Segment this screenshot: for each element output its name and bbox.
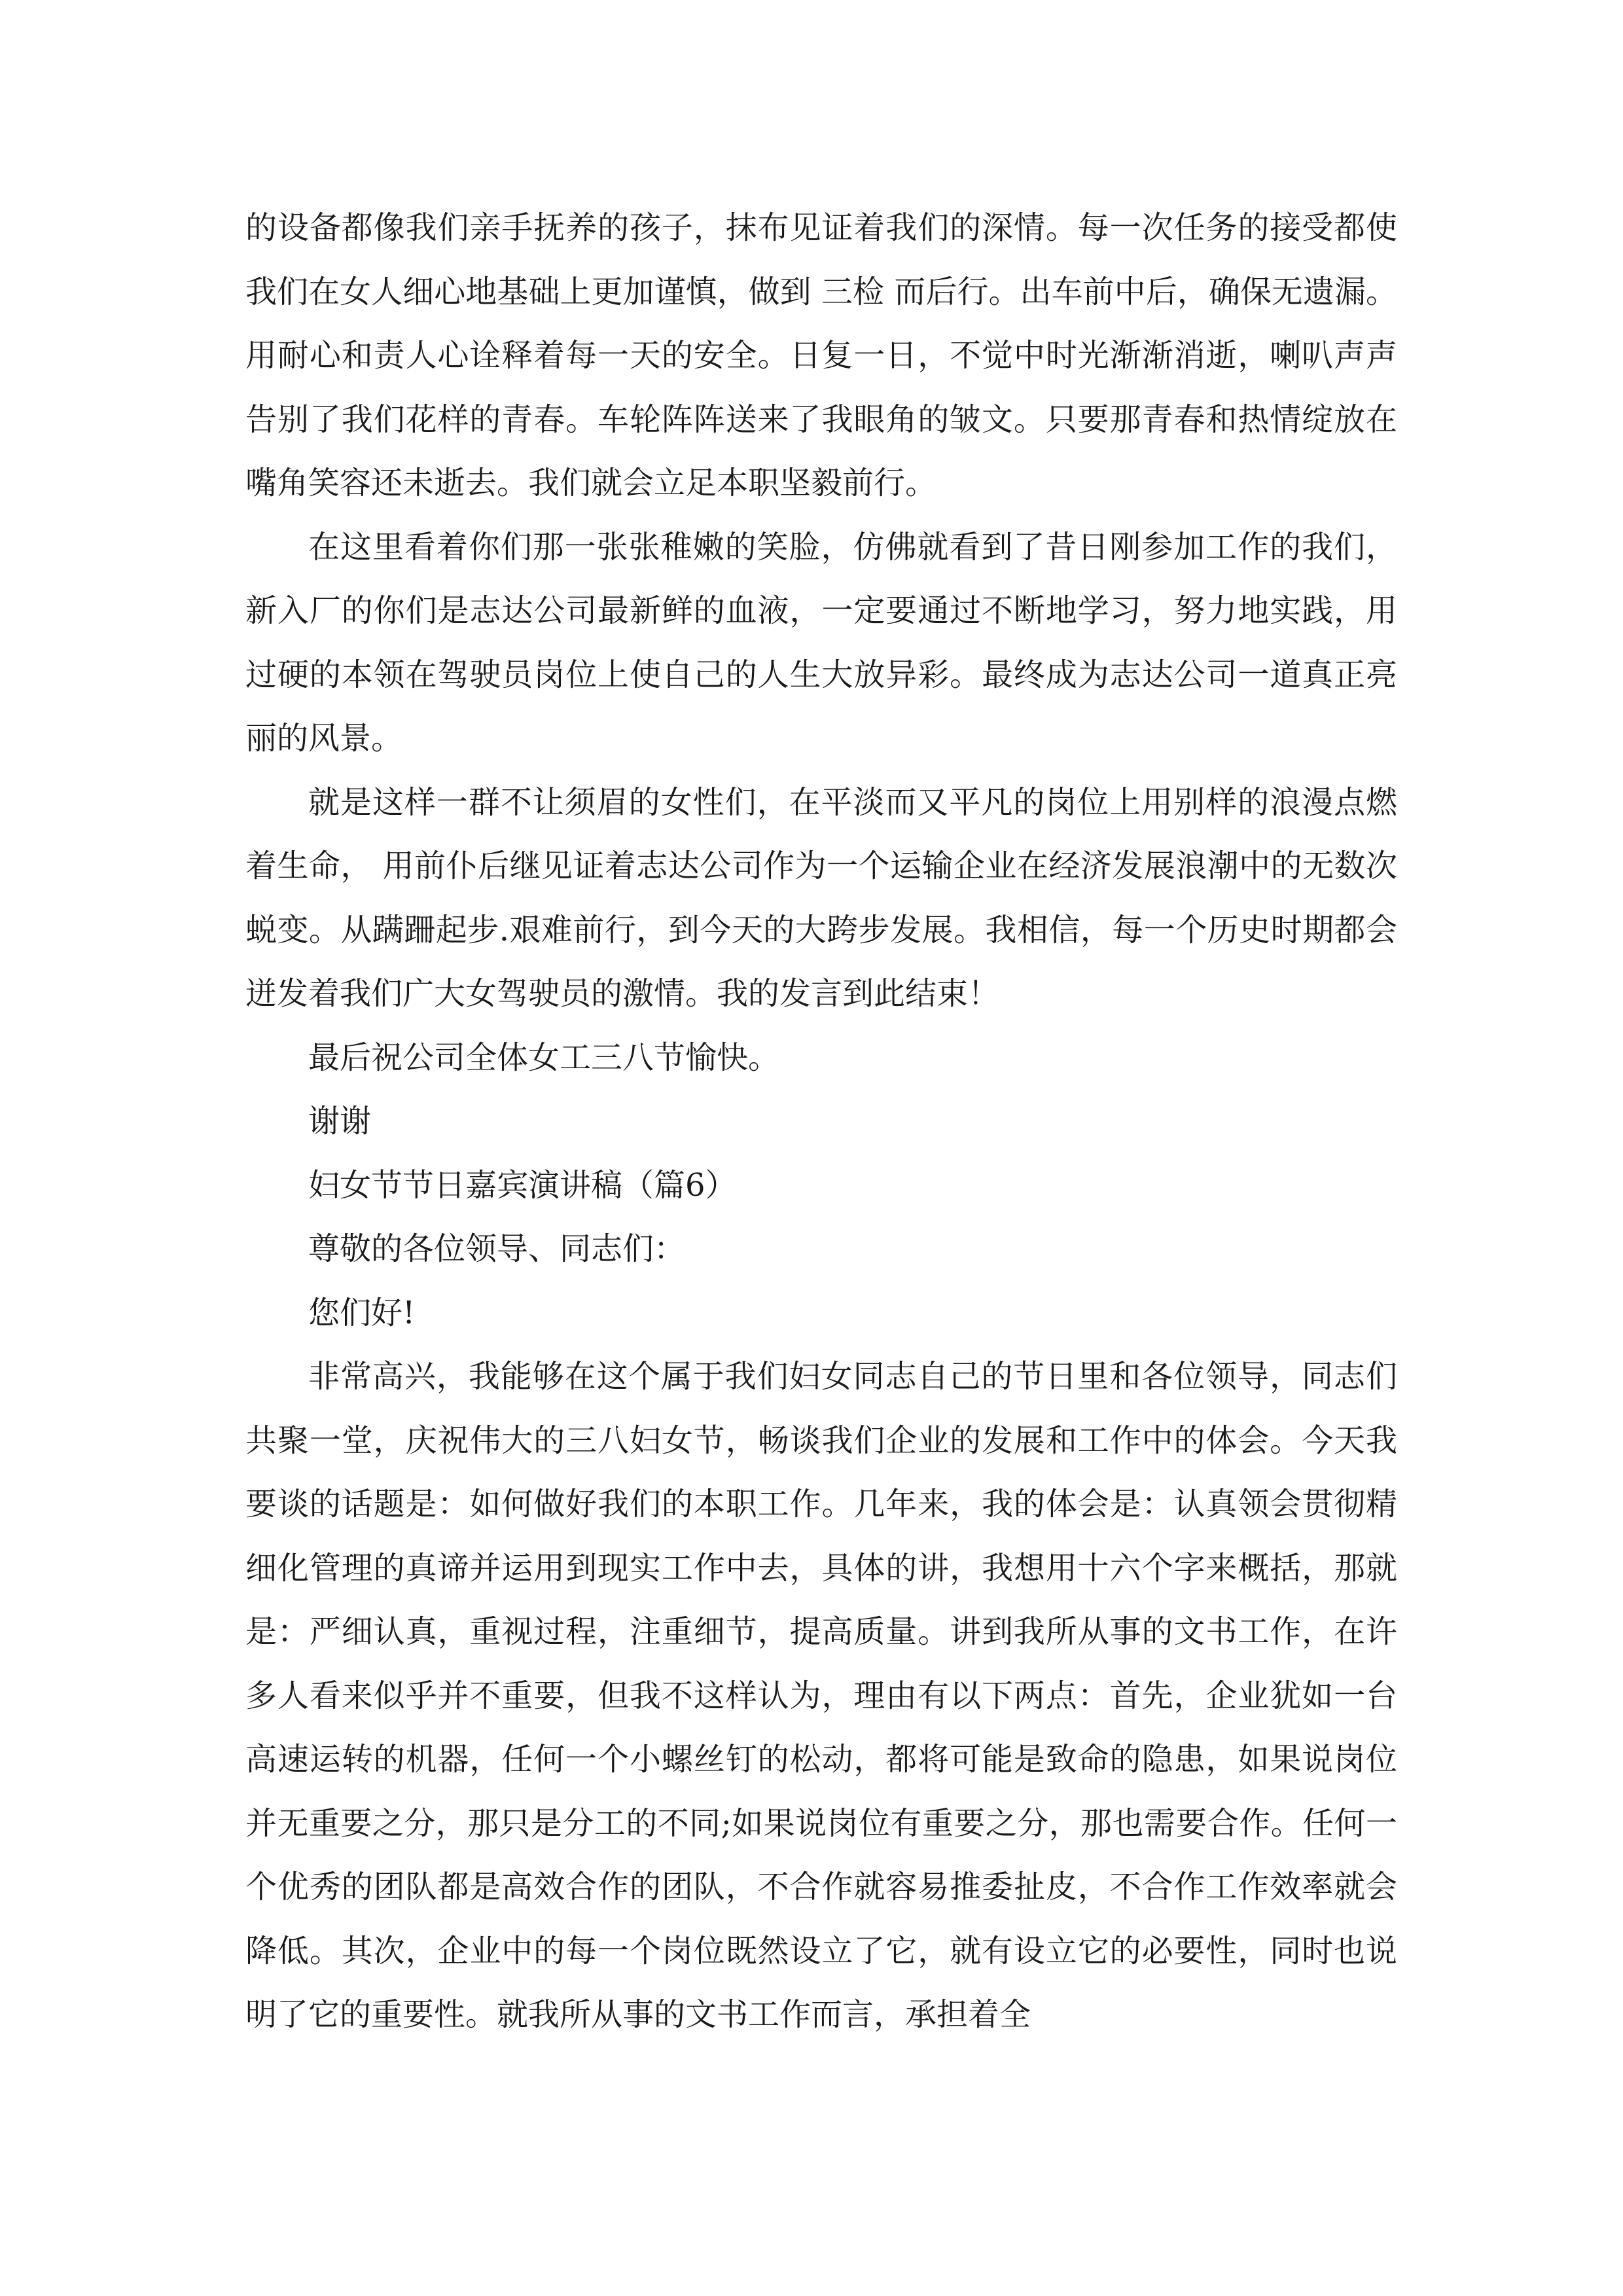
paragraph: 最后祝公司全体女工三八节愉快。 <box>308 1039 780 1076</box>
paragraph: 在这里看着你们那一张张稚嫩的笑脸，仿佛就看到了昔日刚参加工作的我们，新入厂的你们是志达公司最新鲜的血液，一定要通过不断地学习，努力地实践，用过硬的本领在驾驶员岗位上使自己的人生大放异彩。最终成为志达公司一道真正亮丽的风景。 <box>245 528 1397 757</box>
paragraph: 就是这样一群不让须眉的女性们，在平淡而又平凡的岗位上用别样的浪漫点燃着生命， 用前仆后继见证着志达公司作为一个运输企业在经济发展浪潮中的无数次蜕变。从蹒跚起步.艰难前行，到今天的大跨步发展。我相信，每一个历史时期都会迸发着我们广大女驾驶员的激情。我的发言到此结束！ <box>245 783 1397 1012</box>
paragraph: 非常高兴，我能够在这个属于我们妇女同志自己的节日里和各位领导，同志们共聚一堂，庆祝伟大的三八妇女节，畅谈我们企业的发展和工作中的体会。今天我要谈的话题是：如何做好我们的本职工作。几年来，我的体会是：认真领会贯彻精细化管理的真谛并运用到现实工作中去，具体的讲，我想用十六个字来概括，那就是：严细认真，重视过程，注重细节，提高质量。讲到我所从事的文书工作，在许多人看来似乎并不重要，但我不这样认为，理由有以下两点：首先，企业犹如一台高速运转的机器，任何一个小螺丝钉的松动，都将可能是致命的隐患，如果说岗位并无重要之分，那只是分工的不同;如果说岗位有重要之分，那也需要合作。任何一个优秀的团队都是高效合作的团队，不合作就容易推委扯皮，不合作工作效率就会降低。其次，企业中的每一个岗位既然设立了它，就有设立它的必要性，同时也说明了它的重要性。就我所从事的文书工作而言，承担着全 <box>245 1358 1397 2033</box>
document-body <box>245 196 1397 2047</box>
salutation: 尊敬的各位领导、同志们： <box>308 1230 686 1267</box>
greeting: 您们好! <box>308 1294 416 1331</box>
paragraph: 谢谢 <box>308 1103 372 1139</box>
section-heading: 妇女节节日嘉宾演讲稿（篇6） <box>308 1166 737 1204</box>
paragraph: 的设备都像我们亲手抚养的孩子，抹布见证着我们的深情。每一次任务的接受都使我们在女人细心地基础上更加谨慎，做到 三检 而后行。出车前中后，确保无遗漏。用耐心和责人心诠释着每一天的安全。日复一日，不觉中时光渐渐消逝，喇叭声声告别了我们花样的青春。车轮阵阵送来了我眼角的皱文。只要那青春和热情绽放在嘴角笑容还未逝去。我们就会立足本职坚毅前行。 <box>245 209 1397 501</box>
